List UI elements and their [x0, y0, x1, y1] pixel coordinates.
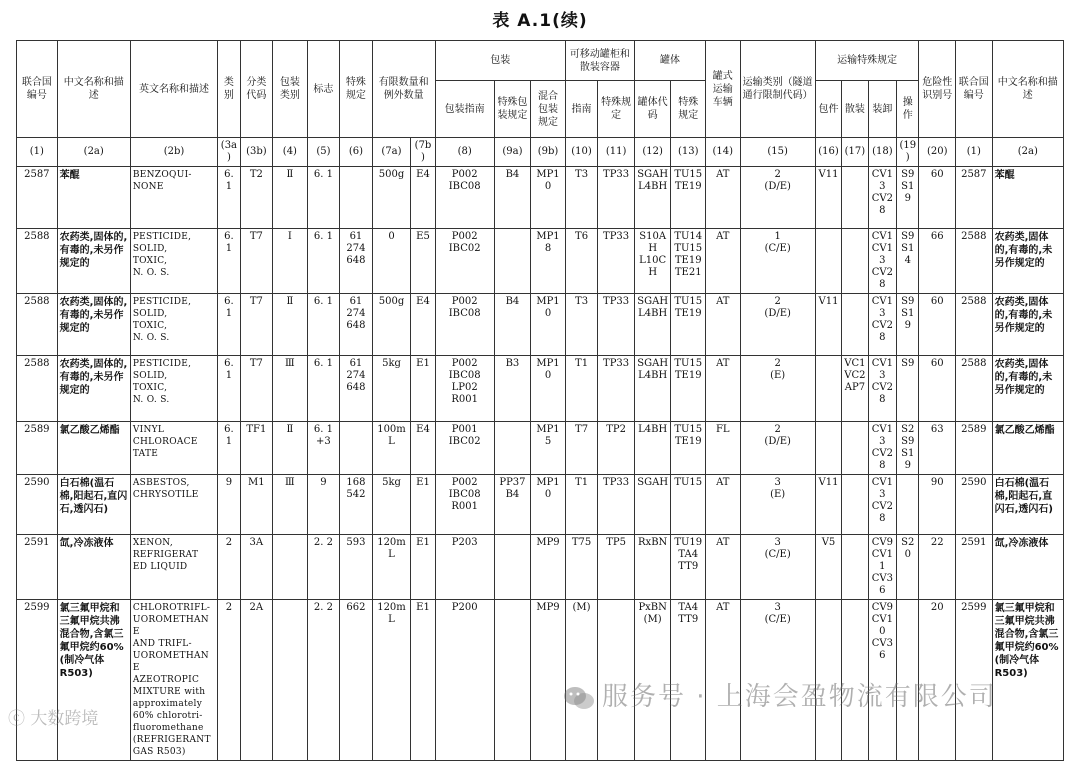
- th-vehicle: 罐式运输车辆: [706, 41, 741, 138]
- col-number: (10): [565, 138, 598, 167]
- cell-un: 2589: [17, 422, 58, 475]
- cell-eq: E1: [411, 356, 435, 422]
- cell-tcat: 1 (C/E): [740, 229, 815, 294]
- th-transport-special: 运输特殊规定: [815, 41, 919, 81]
- cell-code: T7: [240, 356, 273, 422]
- cell-code: 3A: [240, 535, 273, 600]
- cell-tcat: 3 (C/E): [740, 600, 815, 761]
- cell-tcat: 3 (E): [740, 475, 815, 535]
- cell-sp: 61 274 648: [340, 229, 373, 294]
- cell-code: T7: [240, 294, 273, 356]
- cell-tc: L4BH: [634, 422, 671, 475]
- cell-en: PESTICIDE, SOLID, TOXIC, N. O. S.: [130, 356, 217, 422]
- cell-mp: MP10: [531, 294, 566, 356]
- cell-pg: Ⅱ: [273, 167, 308, 229]
- th-tank-special: 特殊规定: [598, 81, 635, 138]
- cell-tcat: 2 (D/E): [740, 294, 815, 356]
- th-limited: 有限数量和例外数量: [372, 41, 435, 138]
- cell-ts: TP33: [598, 167, 635, 229]
- cell-pk: V11: [815, 294, 841, 356]
- cell-spp: [494, 422, 531, 475]
- cell-un2: 2599: [956, 600, 993, 761]
- cell-ts: TP5: [598, 535, 635, 600]
- cell-ld: CV13 CV28: [868, 167, 896, 229]
- dangerous-goods-table: [16, 40, 1064, 761]
- cell-ld: CV1 CV13 CV28: [868, 229, 896, 294]
- cell-mp: MP18: [531, 229, 566, 294]
- cell-tsp: TU15 TE19: [671, 356, 706, 422]
- cell-spp: PP37 B4: [494, 475, 531, 535]
- cell-tc: SGAH L4BH: [634, 294, 671, 356]
- cell-mp: MP10: [531, 356, 566, 422]
- cell-pg: Ⅱ: [273, 294, 308, 356]
- col-number: (9a): [494, 138, 531, 167]
- cell-zh2: 农药类,固体的,有毒的,未另作规定的: [992, 294, 1063, 356]
- cell-veh: AT: [706, 600, 741, 761]
- cell-code: T2: [240, 167, 273, 229]
- cell-un: 2591: [17, 535, 58, 600]
- cell-op: S9 S19: [897, 167, 919, 229]
- cell-tsp: TU15 TE19: [671, 422, 706, 475]
- cell-veh: AT: [706, 535, 741, 600]
- cell-label: 6. 1: [307, 229, 340, 294]
- cell-mp: MP10: [531, 475, 566, 535]
- cell-tcat: 2 (E): [740, 356, 815, 422]
- cell-veh: FL: [706, 422, 741, 475]
- cell-tg: T3: [565, 167, 598, 229]
- cell-code: 2A: [240, 600, 273, 761]
- col-number: (15): [740, 138, 815, 167]
- cell-pk: [815, 229, 841, 294]
- col-number: (2b): [130, 138, 217, 167]
- cell-zh: 氯三氟甲烷和三氟甲烷共沸混合物,含氯三氟甲烷约60%(制冷气体R503): [57, 600, 130, 761]
- cell-pk: V5: [815, 535, 841, 600]
- th-un-no-2: 联合国编号: [956, 41, 993, 138]
- cell-bk: [842, 229, 868, 294]
- cell-spp: [494, 600, 531, 761]
- cell-en: PESTICIDE, SOLID, TOXIC, N. O. S.: [130, 294, 217, 356]
- col-number: (18): [868, 138, 896, 167]
- table-row: [17, 475, 1064, 535]
- col-number: (16): [815, 138, 841, 167]
- cell-pg: Ⅱ: [273, 422, 308, 475]
- cell-tc: RxBN: [634, 535, 671, 600]
- cell-pg: Ⅰ: [273, 229, 308, 294]
- cell-zh2: 氯三氟甲烷和三氟甲烷共沸混合物,含氯三氟甲烷约60%(制冷气体R503): [992, 600, 1063, 761]
- cell-lq: 500g: [372, 167, 411, 229]
- cell-en: ASBESTOS, CHRYSOTILE: [130, 475, 217, 535]
- cell-sp: 168 542: [340, 475, 373, 535]
- cell-un2: 2588: [956, 294, 993, 356]
- cell-sp: 593: [340, 535, 373, 600]
- col-number: (11): [598, 138, 635, 167]
- cell-label: 9: [307, 475, 340, 535]
- col-number: (3a): [218, 138, 240, 167]
- cell-veh: AT: [706, 356, 741, 422]
- cell-tg: T1: [565, 356, 598, 422]
- cell-tsp: TU14 TU15 TE19 TE21: [671, 229, 706, 294]
- cell-zh: 氯乙酸乙烯酯: [57, 422, 130, 475]
- cell-tsp: TU19 TA4 TT9: [671, 535, 706, 600]
- cell-tsp: TU15 TE19: [671, 294, 706, 356]
- cell-tg: T6: [565, 229, 598, 294]
- cell-haz: 60: [919, 294, 956, 356]
- th-mixed-pkg: 混合包装规定: [531, 81, 566, 138]
- cell-tc: PxBN (M): [634, 600, 671, 761]
- cell-zh: 农药类,固体的,有毒的,未另作规定的: [57, 356, 130, 422]
- cell-op: S9: [897, 356, 919, 422]
- cell-pg: [273, 535, 308, 600]
- cell-tg: T7: [565, 422, 598, 475]
- col-number: (4): [273, 138, 308, 167]
- cell-veh: AT: [706, 229, 741, 294]
- cell-pg: [273, 600, 308, 761]
- cell-bk: [842, 422, 868, 475]
- cell-spp: [494, 229, 531, 294]
- cell-spp: B3: [494, 356, 531, 422]
- cell-un2: 2589: [956, 422, 993, 475]
- cell-spp: B4: [494, 294, 531, 356]
- cell-cls: 6. 1: [218, 422, 240, 475]
- cell-pk: [815, 356, 841, 422]
- cell-cls: 6. 1: [218, 229, 240, 294]
- cell-en: PESTICIDE, SOLID, TOXIC, N. O. S.: [130, 229, 217, 294]
- cell-code: T7: [240, 229, 273, 294]
- cell-un2: 2590: [956, 475, 993, 535]
- cell-sp: [340, 422, 373, 475]
- cell-label: 2. 2: [307, 600, 340, 761]
- col-number: (12): [634, 138, 671, 167]
- col-number: (2a): [57, 138, 130, 167]
- cell-pi: P002 IBC08: [435, 167, 494, 229]
- cell-lq: 5kg: [372, 356, 411, 422]
- cell-bk: [842, 294, 868, 356]
- col-number: (8): [435, 138, 494, 167]
- cell-sp: 61 274 648: [340, 356, 373, 422]
- col-number: (9b): [531, 138, 566, 167]
- th-zh-name: 中文名称和描述: [57, 41, 130, 138]
- th-tank: 罐体: [634, 41, 705, 81]
- cell-un: 2588: [17, 356, 58, 422]
- cell-haz: 60: [919, 167, 956, 229]
- cell-tc: SGAH L4BH: [634, 356, 671, 422]
- cell-lq: 120mL: [372, 535, 411, 600]
- cell-tsp: TU15: [671, 475, 706, 535]
- cell-cls: 2: [218, 535, 240, 600]
- cell-haz: 90: [919, 475, 956, 535]
- cell-ld: CV13 CV28: [868, 475, 896, 535]
- cell-zh2: 农药类,固体的,有毒的,未另作规定的: [992, 229, 1063, 294]
- table-row: [17, 294, 1064, 356]
- cell-tg: T3: [565, 294, 598, 356]
- th-pkg-group: 包装类别: [273, 41, 308, 138]
- cell-tc: SGAH L4BH: [634, 167, 671, 229]
- col-number: (7b): [411, 138, 435, 167]
- cell-zh2: 氙,冷冻液体: [992, 535, 1063, 600]
- th-label: 标志: [307, 41, 340, 138]
- th-en-name: 英文名称和描述: [130, 41, 217, 138]
- cell-eq: E4: [411, 294, 435, 356]
- table-row: [17, 229, 1064, 294]
- cell-zh2: 农药类,固体的,有毒的,未另作规定的: [992, 356, 1063, 422]
- col-number: (3b): [240, 138, 273, 167]
- th-class-code: 分类代码: [240, 41, 273, 138]
- cell-haz: 63: [919, 422, 956, 475]
- cell-zh: 农药类,固体的,有毒的,未另作规定的: [57, 229, 130, 294]
- cell-veh: AT: [706, 475, 741, 535]
- cell-tg: T1: [565, 475, 598, 535]
- col-number: (19): [897, 138, 919, 167]
- cell-bk: VC1 VC2 AP7: [842, 356, 868, 422]
- cell-cls: 9: [218, 475, 240, 535]
- cell-op: S2 S9 S19: [897, 422, 919, 475]
- col-number: (5): [307, 138, 340, 167]
- cell-op: S9 S19: [897, 294, 919, 356]
- cell-cls: 2: [218, 600, 240, 761]
- cell-spp: [494, 535, 531, 600]
- cell-ts: TP33: [598, 475, 635, 535]
- cell-ts: TP33: [598, 294, 635, 356]
- cell-mp: MP15: [531, 422, 566, 475]
- cell-ld: CV13 CV28: [868, 356, 896, 422]
- cell-tsp: TA4 TT9: [671, 600, 706, 761]
- cell-pi: P002 IBC08 LP02 R001: [435, 356, 494, 422]
- th-tank-spec: 特殊规定: [671, 81, 706, 138]
- cell-op: S9 S14: [897, 229, 919, 294]
- cell-sp: [340, 167, 373, 229]
- th-ts-bulk: 散装: [842, 81, 868, 138]
- cell-eq: E5: [411, 229, 435, 294]
- th-tank-code: 罐体代码: [634, 81, 671, 138]
- cell-en: CHLOROTRIFL- UOROMETHANE AND TRIFL- UOROMETHANE AZEOTROPIC MIXTURE with approximately 60% chlorotri- fluoromethane (REFRIGERANT GAS R503): [130, 600, 217, 761]
- cell-code: TF1: [240, 422, 273, 475]
- cell-eq: E1: [411, 600, 435, 761]
- cell-sp: 662: [340, 600, 373, 761]
- cell-un: 2588: [17, 229, 58, 294]
- col-number: (14): [706, 138, 741, 167]
- cell-ts: TP33: [598, 356, 635, 422]
- th-ts-op: 操作: [897, 81, 919, 138]
- cell-un: 2587: [17, 167, 58, 229]
- th-tank-group: 可移动罐柜和散装容器: [565, 41, 634, 81]
- watermark-2-text: 大数跨境: [30, 709, 99, 729]
- page-title: 表 A.1(续): [492, 11, 588, 31]
- th-special-pkg: 特殊包装规定: [494, 81, 531, 138]
- cell-un: 2599: [17, 600, 58, 761]
- cell-eq: E4: [411, 422, 435, 475]
- watermark-text: 服务号 · 上海会盈物流有限公司: [602, 682, 997, 712]
- cell-tg: (M): [565, 600, 598, 761]
- header-row-1: [17, 41, 1064, 81]
- wechat-icon: [562, 685, 596, 711]
- cell-tg: T75: [565, 535, 598, 600]
- cell-mp: MP10: [531, 167, 566, 229]
- cell-sp: 61 274 648: [340, 294, 373, 356]
- col-number: (17): [842, 138, 868, 167]
- th-class: 类别: [218, 41, 240, 138]
- col-number: (6): [340, 138, 373, 167]
- cell-bk: [842, 475, 868, 535]
- th-packaging: 包装: [435, 41, 565, 81]
- cell-label: 6. 1: [307, 167, 340, 229]
- cell-eq: E4: [411, 167, 435, 229]
- cell-mp: MP9: [531, 535, 566, 600]
- cell-zh: 白石棉(温石棉,阳起石,直闪石,透闪石): [57, 475, 130, 535]
- column-number-row: [17, 138, 1064, 167]
- cell-pg: Ⅲ: [273, 356, 308, 422]
- cell-tcat: 3 (C/E): [740, 535, 815, 600]
- cell-lq: 0: [372, 229, 411, 294]
- th-ts-pkg: 包件: [815, 81, 841, 138]
- table-row: [17, 167, 1064, 229]
- cell-un2: 2588: [956, 229, 993, 294]
- th-hazard-no: 危险性识别号: [919, 41, 956, 138]
- cell-pi: P002 IBC02: [435, 229, 494, 294]
- watermark-2-icon: ⓒ: [8, 709, 25, 729]
- cell-cls: 6. 1: [218, 294, 240, 356]
- cell-bk: [842, 167, 868, 229]
- cell-mp: MP9: [531, 600, 566, 761]
- cell-cls: 6. 1: [218, 167, 240, 229]
- cell-zh2: 苯醌: [992, 167, 1063, 229]
- cell-un: 2588: [17, 294, 58, 356]
- th-zh-name-2: 中文名称和描述: [992, 41, 1063, 138]
- cell-ld: CV9 CV11 CV36: [868, 535, 896, 600]
- cell-op: [897, 475, 919, 535]
- th-transport-cat: 运输类别（隧道通行限制代码）: [740, 41, 815, 138]
- cell-haz: 66: [919, 229, 956, 294]
- th-ts-load: 装卸: [868, 81, 896, 138]
- cell-spp: B4: [494, 167, 531, 229]
- col-number: (1): [956, 138, 993, 167]
- table-row: [17, 535, 1064, 600]
- cell-tcat: 2 (D/E): [740, 422, 815, 475]
- cell-ts: TP33: [598, 229, 635, 294]
- cell-tc: SGAH: [634, 475, 671, 535]
- cell-eq: E1: [411, 535, 435, 600]
- cell-lq: 120mL: [372, 600, 411, 761]
- cell-en: VINYL CHLOROACE TATE: [130, 422, 217, 475]
- col-number: (7a): [372, 138, 411, 167]
- cell-pi: P001 IBC02: [435, 422, 494, 475]
- cell-tcat: 2 (D/E): [740, 167, 815, 229]
- cell-veh: AT: [706, 294, 741, 356]
- cell-zh2: 白石棉(温石棉,阳起石,直闪石,透闪石): [992, 475, 1063, 535]
- th-special: 特殊规定: [340, 41, 373, 138]
- cell-eq: E1: [411, 475, 435, 535]
- cell-tc: S10AH L10CH: [634, 229, 671, 294]
- cell-haz: 22: [919, 535, 956, 600]
- cell-lq: 100mL: [372, 422, 411, 475]
- cell-cls: 6. 1: [218, 356, 240, 422]
- cell-pk: V11: [815, 475, 841, 535]
- cell-haz: 20: [919, 600, 956, 761]
- cell-un2: 2588: [956, 356, 993, 422]
- cell-lq: 5kg: [372, 475, 411, 535]
- cell-en: BENZOQUI- NONE: [130, 167, 217, 229]
- cell-ld: CV9 CV10 CV36: [868, 600, 896, 761]
- cell-label: 6. 1 +3: [307, 422, 340, 475]
- cell-pk: [815, 422, 841, 475]
- col-number: (2a): [992, 138, 1063, 167]
- cell-pi: P203: [435, 535, 494, 600]
- th-pkg-instr: 包装指南: [435, 81, 494, 138]
- table-row: [17, 356, 1064, 422]
- cell-en: XENON, REFRIGERAT ED LIQUID: [130, 535, 217, 600]
- cell-un2: 2587: [956, 167, 993, 229]
- cell-label: 2. 2: [307, 535, 340, 600]
- table-row: [17, 422, 1064, 475]
- cell-zh: 农药类,固体的,有毒的,未另作规定的: [57, 294, 130, 356]
- cell-code: M1: [240, 475, 273, 535]
- cell-label: 6. 1: [307, 356, 340, 422]
- col-number: (13): [671, 138, 706, 167]
- cell-pg: Ⅲ: [273, 475, 308, 535]
- cell-haz: 60: [919, 356, 956, 422]
- cell-zh: 氙,冷冻液体: [57, 535, 130, 600]
- watermark: [562, 676, 997, 713]
- cell-bk: [842, 535, 868, 600]
- cell-pi: P002 IBC08: [435, 294, 494, 356]
- cell-zh2: 氯乙酸乙烯酯: [992, 422, 1063, 475]
- cell-tsp: TU15 TE19: [671, 167, 706, 229]
- cell-veh: AT: [706, 167, 741, 229]
- th-un-no: 联合国编号: [17, 41, 58, 138]
- cell-pk: V11: [815, 167, 841, 229]
- cell-op: S20: [897, 535, 919, 600]
- cell-lq: 500g: [372, 294, 411, 356]
- watermark-2: [8, 704, 98, 729]
- th-guide: 指南: [565, 81, 598, 138]
- cell-pi: P200: [435, 600, 494, 761]
- cell-ld: CV13 CV28: [868, 422, 896, 475]
- cell-ld: CV13 CV28: [868, 294, 896, 356]
- cell-un2: 2591: [956, 535, 993, 600]
- col-number: (20): [919, 138, 956, 167]
- cell-label: 6. 1: [307, 294, 340, 356]
- cell-un: 2590: [17, 475, 58, 535]
- cell-pi: P002 IBC08 R001: [435, 475, 494, 535]
- cell-zh: 苯醌: [57, 167, 130, 229]
- col-number: (1): [17, 138, 58, 167]
- cell-ts: TP2: [598, 422, 635, 475]
